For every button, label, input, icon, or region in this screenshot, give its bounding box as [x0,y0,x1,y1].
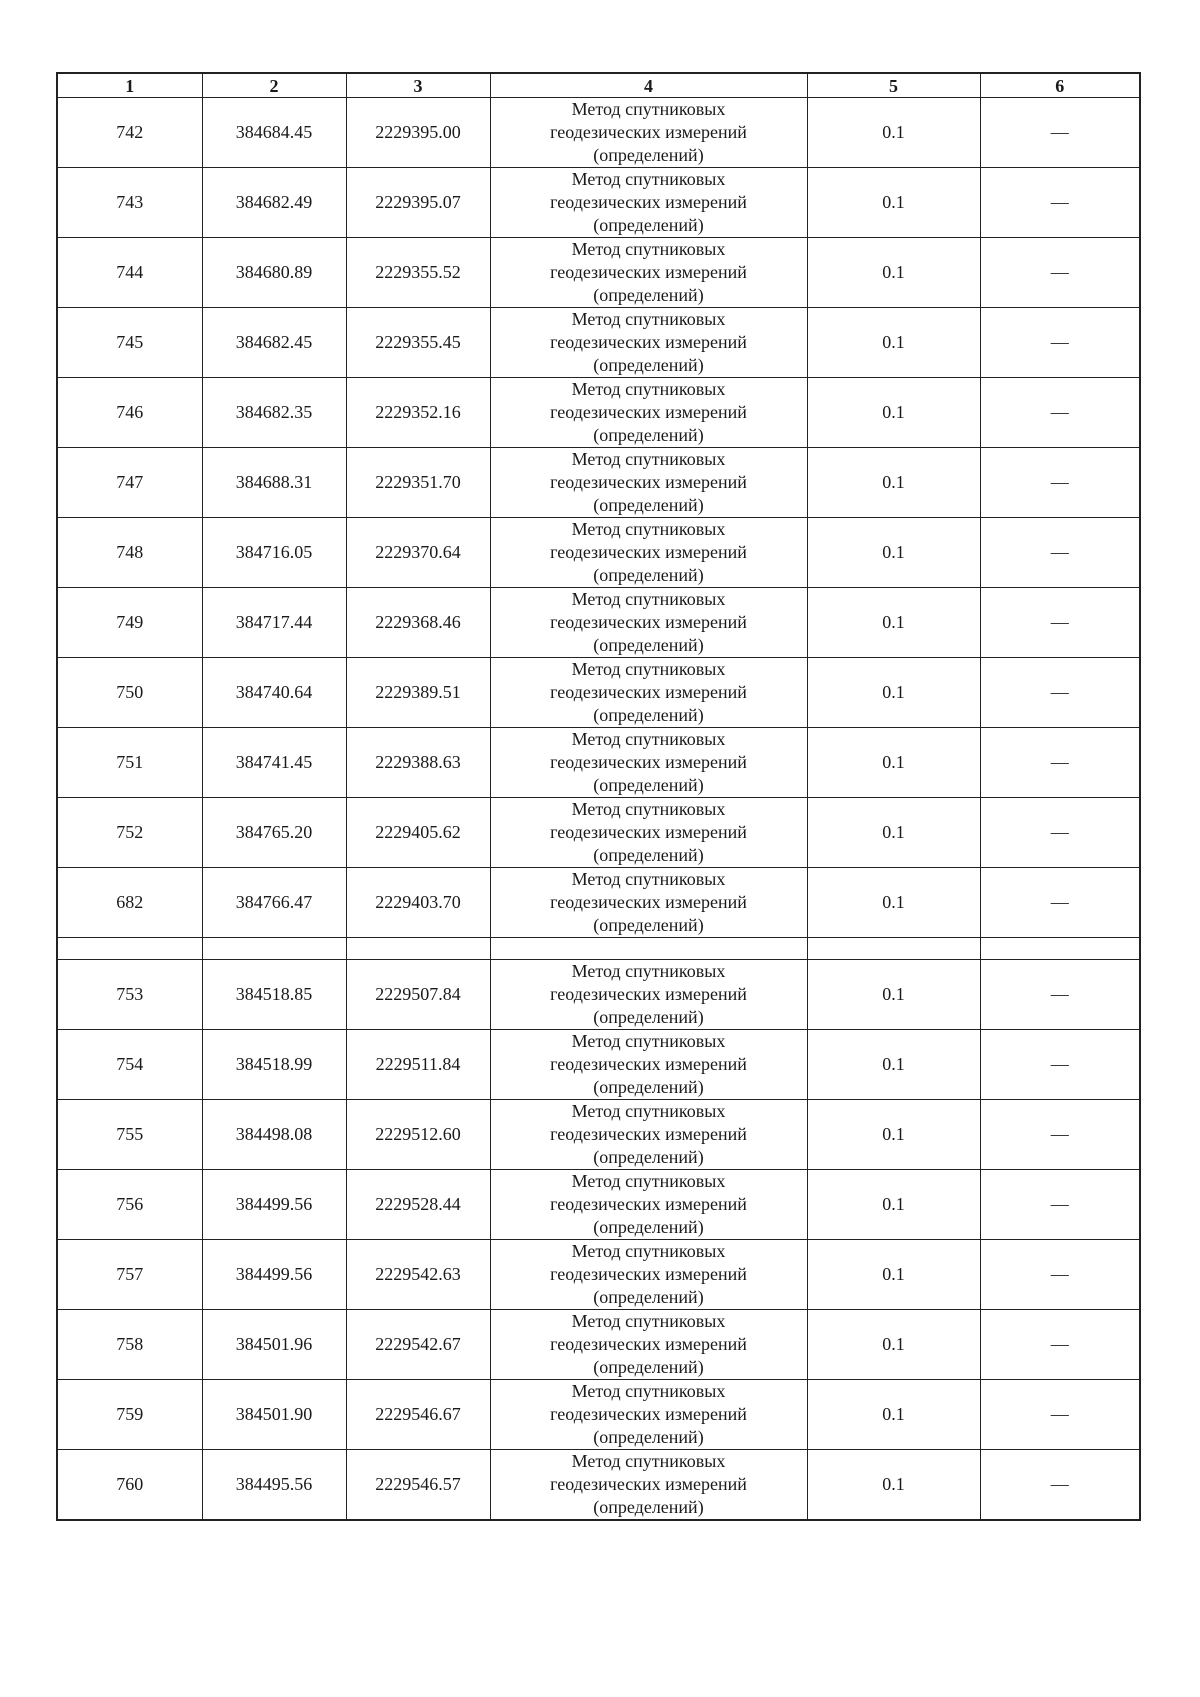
point-number-cell: 682 [57,868,202,938]
method-text-line: (определений) [593,1287,704,1307]
accuracy-cell: 0.1 [807,798,980,868]
x-coordinate-cell: 384765.20 [202,798,346,868]
table-row [57,588,1140,658]
x-coordinate-cell: 384518.85 [202,960,346,1030]
point-number-cell: 755 [57,1100,202,1170]
method-cell [490,1170,807,1240]
method-text-line: Метод спутниковых [571,449,726,469]
accuracy-cell: 0.1 [807,1240,980,1310]
method-text-line: (определений) [593,565,704,585]
method-text-line: геодезических измерений [550,192,747,212]
method-cell [490,588,807,658]
method-text-line: Метод спутниковых [571,1311,726,1331]
point-number-cell: 759 [57,1380,202,1450]
accuracy-cell: 0.1 [807,1030,980,1100]
y-coordinate-cell: 2229546.67 [346,1380,490,1450]
accuracy-cell: 0.1 [807,960,980,1030]
table-row [57,1240,1140,1310]
column-header-6: 6 [980,73,1140,98]
y-coordinate-cell: 2229355.52 [346,238,490,308]
method-text-line: Метод спутниковых [571,869,726,889]
method-text-line: (определений) [593,1357,704,1377]
y-coordinate-cell: 2229528.44 [346,1170,490,1240]
method-text-line: геодезических измерений [550,984,747,1004]
note-cell: — [980,728,1140,798]
accuracy-cell: 0.1 [807,168,980,238]
method-cell [490,378,807,448]
x-coordinate-cell: 384682.45 [202,308,346,378]
y-coordinate-cell: 2229403.70 [346,868,490,938]
method-text-line: (определений) [593,1147,704,1167]
note-cell: — [980,1030,1140,1100]
note-cell: — [980,1380,1140,1450]
method-cell [490,98,807,168]
y-coordinate-cell: 2229405.62 [346,798,490,868]
table-row [57,868,1140,938]
method-text-line: геодезических измерений [550,332,747,352]
x-coordinate-cell: 384499.56 [202,1240,346,1310]
table-row [57,1310,1140,1380]
method-text-line: (определений) [593,845,704,865]
note-cell: — [980,658,1140,728]
table-row [57,658,1140,728]
empty-cell [490,938,807,960]
x-coordinate-cell: 384688.31 [202,448,346,518]
note-cell: — [980,868,1140,938]
method-text-line: (определений) [593,635,704,655]
point-number-cell: 757 [57,1240,202,1310]
empty-cell [346,938,490,960]
x-coordinate-cell: 384741.45 [202,728,346,798]
coordinates-table [56,72,1141,1521]
note-cell: — [980,308,1140,378]
method-text-line: Метод спутниковых [571,239,726,259]
note-cell: — [980,1450,1140,1521]
method-text-line: геодезических измерений [550,1334,747,1354]
point-number-cell: 752 [57,798,202,868]
table-row [57,1380,1140,1450]
method-text-line: Метод спутниковых [571,659,726,679]
x-coordinate-cell: 384680.89 [202,238,346,308]
empty-cell [57,938,202,960]
note-cell: — [980,518,1140,588]
x-coordinate-cell: 384495.56 [202,1450,346,1521]
table-row [57,98,1140,168]
point-number-cell: 758 [57,1310,202,1380]
table-row [57,168,1140,238]
method-cell [490,728,807,798]
method-text-line: (определений) [593,355,704,375]
column-header-2: 2 [202,73,346,98]
accuracy-cell: 0.1 [807,308,980,378]
table-row [57,1450,1140,1521]
y-coordinate-cell: 2229351.70 [346,448,490,518]
note-cell: — [980,798,1140,868]
group-separator-row [57,938,1140,960]
method-text-line: (определений) [593,915,704,935]
x-coordinate-cell: 384717.44 [202,588,346,658]
y-coordinate-cell: 2229388.63 [346,728,490,798]
accuracy-cell: 0.1 [807,1170,980,1240]
y-coordinate-cell: 2229368.46 [346,588,490,658]
method-text-line: геодезических измерений [550,1194,747,1214]
x-coordinate-cell: 384501.96 [202,1310,346,1380]
method-text-line: Метод спутниковых [571,1381,726,1401]
method-cell [490,1240,807,1310]
method-text-line: Метод спутниковых [571,729,726,749]
table-row [57,798,1140,868]
point-number-cell: 749 [57,588,202,658]
x-coordinate-cell: 384684.45 [202,98,346,168]
method-text-line: (определений) [593,285,704,305]
x-coordinate-cell: 384682.49 [202,168,346,238]
method-text-line: Метод спутниковых [571,379,726,399]
point-number-cell: 746 [57,378,202,448]
note-cell: — [980,378,1140,448]
method-cell [490,1380,807,1450]
method-text-line: (определений) [593,1217,704,1237]
method-text-line: (определений) [593,145,704,165]
accuracy-cell: 0.1 [807,1450,980,1521]
method-text-line: геодезических измерений [550,752,747,772]
note-cell: — [980,238,1140,308]
y-coordinate-cell: 2229507.84 [346,960,490,1030]
method-text-line: Метод спутниковых [571,1171,726,1191]
column-header-4: 4 [490,73,807,98]
method-text-line: геодезических измерений [550,892,747,912]
method-text-line: геодезических измерений [550,612,747,632]
point-number-cell: 751 [57,728,202,798]
empty-cell [807,938,980,960]
method-text-line: (определений) [593,1077,704,1097]
x-coordinate-cell: 384499.56 [202,1170,346,1240]
point-number-cell: 748 [57,518,202,588]
table-row [57,960,1140,1030]
method-cell [490,1030,807,1100]
method-text-line: геодезических измерений [550,1124,747,1144]
note-cell: — [980,168,1140,238]
accuracy-cell: 0.1 [807,98,980,168]
method-text-line: (определений) [593,495,704,515]
x-coordinate-cell: 384682.35 [202,378,346,448]
note-cell: — [980,588,1140,658]
method-text-line: геодезических измерений [550,262,747,282]
method-cell [490,1100,807,1170]
method-text-line: Метод спутниковых [571,961,726,981]
accuracy-cell: 0.1 [807,728,980,798]
accuracy-cell: 0.1 [807,658,980,728]
method-cell [490,1450,807,1521]
x-coordinate-cell: 384498.08 [202,1100,346,1170]
method-text-line: геодезических измерений [550,122,747,142]
column-header-5: 5 [807,73,980,98]
table-row [57,378,1140,448]
method-cell [490,308,807,378]
y-coordinate-cell: 2229395.07 [346,168,490,238]
table-row [57,308,1140,378]
method-cell [490,448,807,518]
x-coordinate-cell: 384740.64 [202,658,346,728]
point-number-cell: 745 [57,308,202,378]
x-coordinate-cell: 384501.90 [202,1380,346,1450]
y-coordinate-cell: 2229389.51 [346,658,490,728]
method-text-line: (определений) [593,1427,704,1447]
y-coordinate-cell: 2229395.00 [346,98,490,168]
method-text-line: геодезических измерений [550,1474,747,1494]
accuracy-cell: 0.1 [807,238,980,308]
table-row [57,1170,1140,1240]
method-cell [490,518,807,588]
table-row [57,448,1140,518]
table-row [57,1030,1140,1100]
method-text-line: Метод спутниковых [571,1241,726,1261]
x-coordinate-cell: 384766.47 [202,868,346,938]
accuracy-cell: 0.1 [807,378,980,448]
y-coordinate-cell: 2229546.57 [346,1450,490,1521]
note-cell: — [980,448,1140,518]
method-cell [490,960,807,1030]
point-number-cell: 742 [57,98,202,168]
point-number-cell: 753 [57,960,202,1030]
method-text-line: Метод спутниковых [571,589,726,609]
method-cell [490,798,807,868]
point-number-cell: 744 [57,238,202,308]
point-number-cell: 756 [57,1170,202,1240]
note-cell: — [980,1170,1140,1240]
method-text-line: (определений) [593,705,704,725]
method-text-line: геодезических измерений [550,822,747,842]
method-text-line: геодезических измерений [550,1264,747,1284]
accuracy-cell: 0.1 [807,1310,980,1380]
accuracy-cell: 0.1 [807,868,980,938]
method-text-line: (определений) [593,425,704,445]
accuracy-cell: 0.1 [807,1100,980,1170]
note-cell: — [980,1310,1140,1380]
column-header-1: 1 [57,73,202,98]
note-cell: — [980,1100,1140,1170]
method-text-line: Метод спутниковых [571,799,726,819]
y-coordinate-cell: 2229370.64 [346,518,490,588]
method-text-line: геодезических измерений [550,472,747,492]
accuracy-cell: 0.1 [807,1380,980,1450]
empty-cell [980,938,1140,960]
x-coordinate-cell: 384518.99 [202,1030,346,1100]
table-row [57,238,1140,308]
column-header-3: 3 [346,73,490,98]
method-text-line: геодезических измерений [550,402,747,422]
table-row [57,728,1140,798]
point-number-cell: 760 [57,1450,202,1521]
accuracy-cell: 0.1 [807,448,980,518]
method-text-line: Метод спутниковых [571,1101,726,1121]
x-coordinate-cell: 384716.05 [202,518,346,588]
y-coordinate-cell: 2229542.63 [346,1240,490,1310]
note-cell: — [980,98,1140,168]
y-coordinate-cell: 2229542.67 [346,1310,490,1380]
method-cell [490,168,807,238]
y-coordinate-cell: 2229352.16 [346,378,490,448]
method-text-line: Метод спутниковых [571,169,726,189]
header-row [57,73,1140,98]
method-text-line: Метод спутниковых [571,519,726,539]
y-coordinate-cell: 2229512.60 [346,1100,490,1170]
method-text-line: (определений) [593,1007,704,1027]
method-text-line: (определений) [593,1497,704,1517]
method-text-line: Метод спутниковых [571,1451,726,1471]
note-cell: — [980,1240,1140,1310]
method-text-line: Метод спутниковых [571,1031,726,1051]
accuracy-cell: 0.1 [807,518,980,588]
table-row [57,1100,1140,1170]
point-number-cell: 754 [57,1030,202,1100]
method-text-line: Метод спутниковых [571,99,726,119]
point-number-cell: 750 [57,658,202,728]
method-text-line: геодезических измерений [550,1404,747,1424]
method-text-line: геодезических измерений [550,1054,747,1074]
table-body [57,98,1140,1521]
method-text-line: (определений) [593,215,704,235]
note-cell: — [980,960,1140,1030]
point-number-cell: 743 [57,168,202,238]
accuracy-cell: 0.1 [807,588,980,658]
y-coordinate-cell: 2229511.84 [346,1030,490,1100]
method-text-line: геодезических измерений [550,682,747,702]
point-number-cell: 747 [57,448,202,518]
table-row [57,518,1140,588]
method-text-line: Метод спутниковых [571,309,726,329]
method-text-line: геодезических измерений [550,542,747,562]
method-text-line: (определений) [593,775,704,795]
method-cell [490,658,807,728]
y-coordinate-cell: 2229355.45 [346,308,490,378]
method-cell [490,1310,807,1380]
method-cell [490,868,807,938]
empty-cell [202,938,346,960]
method-cell [490,238,807,308]
